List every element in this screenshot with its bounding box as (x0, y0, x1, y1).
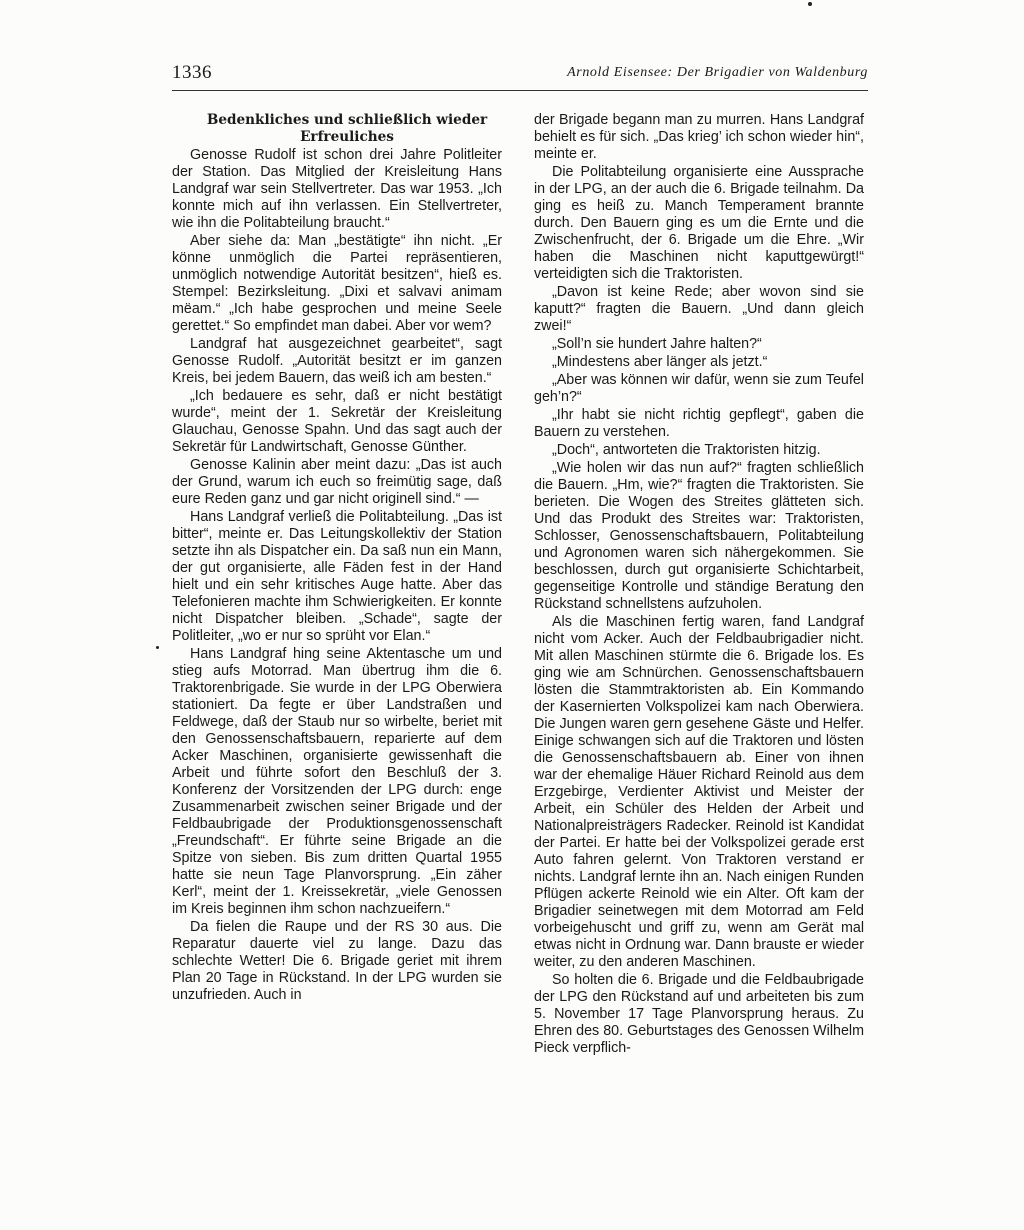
right-column (534, 112, 864, 1058)
paragraph: Genosse Rudolf ist schon drei Jahre Politleiter der Station. Das Mitglied der Kreisleitung Hans Landgraf war sein Stellvertreter. Das war 1953. „Ich konnte mich auf ihn verlassen. Ein Stellvertreter, wie ihn die Politabteilung braucht.“ (172, 147, 502, 231)
paragraph: Die Politabteilung organisierte eine Aussprache in der LPG, an der auch die 6. Brigade teilnahm. Da ging es heiß zu. Manch Temperament brannte durch. Den Bauern ging es um die Ernte und die Zwischenfrucht, der 6. Brigade um die Ehre. „Wir haben die Maschinen nicht kaputtgewürgt!“ verteidigten sich die Traktoristen. (534, 164, 864, 282)
paragraph: So holten die 6. Brigade und die Feldbaubrigade der LPG den Rückstand auf und arbeiteten bis zum 5. November 17 Tage Planvorsprung heraus. Zu Ehren des 80. Geburtstages des Genossen Wilhelm Pieck verpflich- (534, 972, 864, 1056)
page-header (172, 62, 868, 88)
paragraph: Aber siehe da: Man „bestätigte“ ihn nicht. „Er könne unmöglich die Partei repräsentieren, unmöglich notwendige Autorität besitzen“, hieß es. Stempel: Bezirksleitung. „Dixi et salvavi animam mëam.“ „Ich habe gesprochen und meine Seele gerettet.“ So empfindet man dabei. Aber vor wem? (172, 233, 502, 334)
paragraph: Landgraf hat ausgezeichnet gearbeitet“, sagt Genosse Rudolf. „Autorität besitzt er im ganzen Kreis, bei jedem Bauern, das weiß ich am besten.“ (172, 336, 502, 386)
running-head: Arnold Eisensee: Der Brigadier von Waldenburg (567, 65, 868, 80)
scan-speck (808, 2, 812, 6)
page-number: 1336 (172, 62, 212, 83)
paragraph: „Ich bedauere es sehr, daß er nicht bestätigt wurde“, meint der 1. Sekretär der Kreisleitung Glauchau, Genosse Spahn. Und das sagt auch der Sekretär für Landwirtschaft, Genosse Günther. (172, 388, 502, 455)
paragraph: „Doch“, antworteten die Traktoristen hitzig. (552, 442, 821, 458)
paragraph: „Mindestens aber länger als jetzt.“ (552, 354, 768, 370)
paragraph: Hans Landgraf hing seine Aktentasche um und stieg aufs Motorrad. Man übertrug ihm die 6. Traktorenbrigade. Sie wurde in der LPG Oberwiera stationiert. Da fegte er über Landstraßen und Feldwege, daß der Staub nur so wirbelte, beriet mit den Genossenschaftsbauern, reparierte auf dem Acker Maschinen, organisierte gewissenhaft die Arbeit und führte sofort den Beschluß der 3. Konferenz der Vorsitzenden der LPG durch: enge Zusammenarbeit zwischen seiner Brigade und der Feldbaubrigade der Produktionsgenossenschaft „Freundschaft“. Er führte seine Brigade an die Spitze von sieben. Bis zum dritten Quartal 1955 hatte sie neun Tage Planvorsprung. „Ein zäher Kerl“, meint der 1. Kreissekretär, „viele Genossen im Kreis beginnen ihm schon nachzueifern.“ (172, 646, 502, 917)
paragraph: „Davon ist keine Rede; aber wovon sind sie kaputt?“ fragten die Bauern. „Und dann gleich zwei!“ (534, 284, 864, 334)
section-title-line-1: Bedenkliches und schließlich wieder (206, 112, 488, 128)
paragraph: „Ihr habt sie nicht richtig gepflegt“, gaben die Bauern zu verstehen. (534, 407, 864, 440)
paragraph: der Brigade begann man zu murren. Hans Landgraf behielt es für sich. „Das krieg’ ich schon wieder hin“, meinte er. (534, 112, 864, 162)
scan-speck (156, 646, 159, 649)
paragraph: Als die Maschinen fertig waren, fand Landgraf nicht vom Acker. Auch der Feldbaubrigadier nicht. Mit allen Maschinen stürmte die 6. Brigade los. Es ging wie am Schnürchen. Genossenschaftsbauern lösten die Stammtraktoristen ab. Ein Kommando der Kasernierten Volkspolizei kam nach Oberwiera. Die Jungen waren gern gesehene Gäste und Helfer. Einige schwangen sich auf die Traktoren und lösten die Genossenschaftsbauern ab. Einer von ihnen war der ehemalige Häuer Richard Reinold aus dem Erzgebirge, Verdienter Aktivist und Meister der Arbeit, ein Schüler des Helden der Arbeit und Nationalpreisträgers Radecker. Reinold ist Kandidat der Partei. Er hatte bei der Volkspolizei gerade erst Auto fahren gelernt. Von Traktoren verstand er nichts. Landgraf lernte ihn an. Nach einigen Runden Pflügen ackerte Reinold wie ein Alter. Oft kam der Brigadier seinetwegen mit dem Motorrad am Feld vorbeigehuscht und griff zu, wenn am Gerät mal etwas nicht in Ordnung war. Dann brauste er wieder weiter, zu den anderen Maschinen. (534, 614, 864, 970)
paragraph: „Soll’n sie hundert Jahre halten?“ (552, 336, 762, 352)
paragraph: „Wie holen wir das nun auf?“ fragten schließlich die Bauern. „Hm, wie?“ fragten die Traktoristen. Sie berieten. Die Wogen des Streites glätteten sich. Und das Produkt des Streites war: Traktoristen, Schlosser, Genossenschaftsbauern, Politabteilung und Agronomen waren sich nähergekommen. Sie beschlossen, durch gut organisierte Schichtarbeit, gegenseitige Kontrolle und ständige Beratung den Rückstand schnellstens aufzuholen. (534, 460, 864, 612)
header-rule (172, 90, 868, 91)
paragraph: Genosse Kalinin aber meint dazu: „Das ist auch der Grund, warum ich euch so freimütig sage, daß eure Reden ganz und gar nicht originell sind.“ — (172, 457, 502, 507)
paragraph: „Aber was können wir dafür, wenn sie zum Teufel geh’n?“ (534, 372, 864, 405)
section-title-line-2: Erfreuliches (300, 129, 394, 145)
paragraph: Da fielen die Raupe und der RS 30 aus. Die Reparatur dauerte viel zu lange. Dazu das schlechte Wetter! Die 6. Brigade geriet mit ihrem Plan 20 Tage in Rückstand. In der LPG wurden sie unzufrieden. Auch in (172, 919, 502, 1003)
section-title (172, 112, 502, 146)
left-column (172, 112, 502, 1005)
paragraph: Hans Landgraf verließ die Politabteilung. „Das ist bitter“, meinte er. Das Leitungskollektiv der Station setzte ihn als Dispatcher ein. Da saß nun ein Mann, der gut organisierte, alle Fäden fest in der Hand hielt und ein sehr kritisches Auge hatte. Aber das Telefonieren machte ihm Schwierigkeiten. Er konnte nicht Dispatcher bleiben. „Schade“, sagte der Politleiter, „wo er nur so sprüht vor Elan.“ (172, 509, 502, 644)
